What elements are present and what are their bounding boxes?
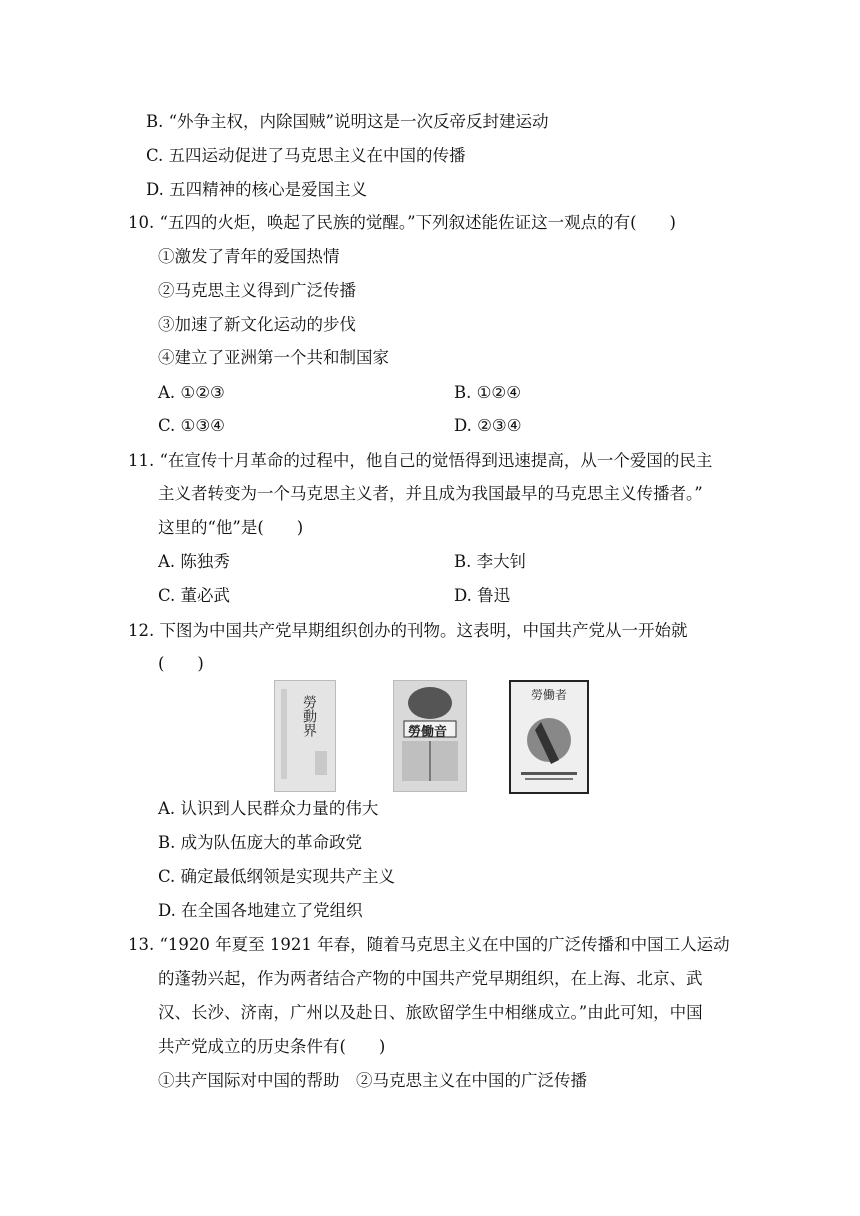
q11-option-a: A. 陈独秀 bbox=[158, 552, 230, 571]
q13-stem-line-3: 汉、长沙、济南，广州以及赴日、旅欧留学生中相继成立。”由此可知，中国 bbox=[158, 1003, 703, 1022]
publication-1-title: 勞動界 bbox=[301, 695, 317, 737]
q9-option-b: B. “外争主权，内除国贼”说明这是一次反帝反封建运动 bbox=[146, 112, 549, 131]
q12-images bbox=[0, 680, 860, 792]
q11-stem-line-3: 这里的“他”是( ) bbox=[158, 518, 304, 537]
q10-option-b: B. ①②④ bbox=[454, 383, 521, 402]
q13-items: ①共产国际对中国的帮助 ②马克思主义在中国的广泛传播 bbox=[158, 1071, 587, 1090]
q10-option-d: D. ②③④ bbox=[454, 416, 522, 435]
publication-image-2 bbox=[393, 680, 467, 792]
q10-stem: 10. “五四的火炬，唤起了民族的觉醒。”下列叙述能佐证这一观点的有( ) bbox=[128, 213, 676, 232]
q12-stem-line-2: ( ) bbox=[158, 654, 204, 673]
q9-option-c: C. 五四运动促进了马克思主义在中国的传播 bbox=[146, 146, 466, 165]
q11-stem-line-1: 11. “在宣传十月革命的过程中，他自己的觉悟得到迅速提高，从一个爱国的民主 bbox=[128, 451, 713, 470]
q10-option-a: A. ①②③ bbox=[158, 383, 225, 402]
q9-option-d: D. 五四精神的核心是爱国主义 bbox=[146, 180, 368, 199]
publication-image-1 bbox=[274, 680, 336, 792]
q10-item-3: ③加速了新文化运动的步伐 bbox=[158, 315, 356, 334]
q13-stem-line-1: 13. “1920 年夏至 1921 年春，随着马克思主义在中国的广泛传播和中国工人运动 bbox=[128, 935, 730, 954]
q11-stem-line-2: 主义者转变为一个马克思主义者，并且成为我国最早的马克思主义传播者。” bbox=[158, 484, 703, 503]
q11-option-b: B. 李大钊 bbox=[454, 552, 527, 571]
publication-image-3 bbox=[509, 680, 589, 794]
q10-item-4: ④建立了亚洲第一个共和制国家 bbox=[158, 348, 389, 367]
q12-stem-line-1: 12. 下图为中国共产党早期组织创办的刊物。这表明，中国共产党从一开始就 bbox=[128, 621, 688, 640]
q12-option-b: B. 成为队伍庞大的革命政党 bbox=[158, 833, 363, 852]
publication-3-title: 勞働者 bbox=[531, 688, 568, 702]
q11-option-d: D. 鲁迅 bbox=[454, 586, 511, 605]
q10-option-c: C. ①③④ bbox=[158, 416, 225, 435]
q13-stem-line-4: 共产党成立的历史条件有( ) bbox=[158, 1037, 386, 1056]
q12-option-d: D. 在全国各地建立了党组织 bbox=[158, 901, 363, 920]
q12-option-a: A. 认识到人民群众力量的伟大 bbox=[158, 799, 379, 818]
publication-2-title: 勞働音 bbox=[408, 725, 448, 740]
q10-item-2: ②马克思主义得到广泛传播 bbox=[158, 281, 356, 300]
q12-option-c: C. 确定最低纲领是实现共产主义 bbox=[158, 867, 396, 886]
q10-item-1: ①激发了青年的爱国热情 bbox=[158, 247, 340, 266]
q13-stem-line-2: 的蓬勃兴起，作为两者结合产物的中国共产党早期组织，在上海、北京、武 bbox=[158, 969, 703, 988]
q11-option-c: C. 董必武 bbox=[158, 586, 231, 605]
